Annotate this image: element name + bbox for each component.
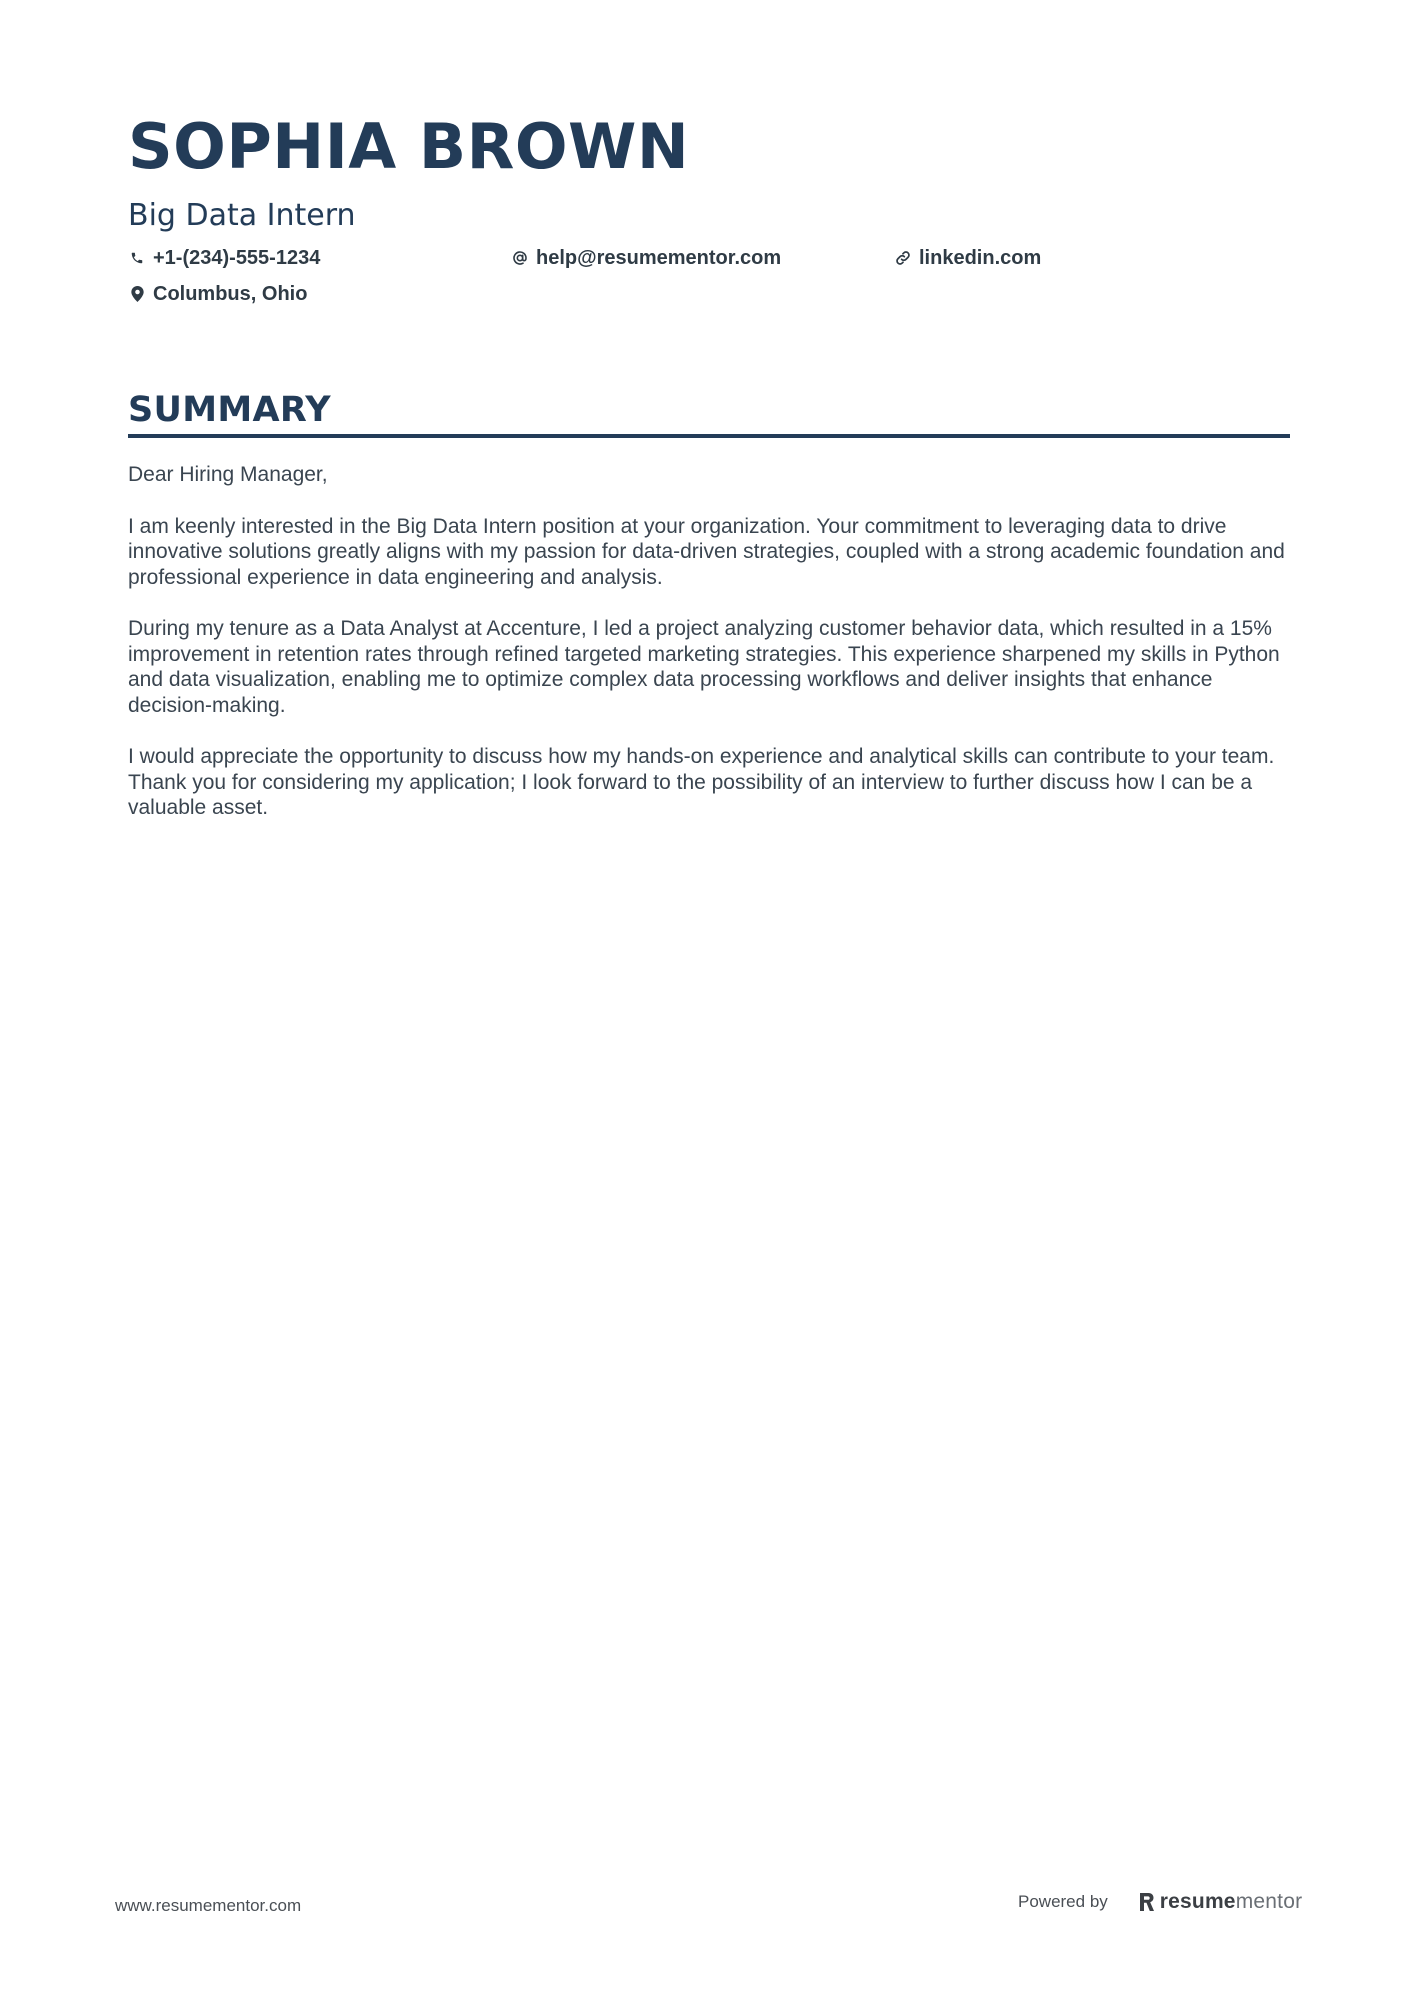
at-icon <box>511 249 529 267</box>
letter-paragraph: I would appreciate the opportunity to discuss how my hands-on experience and analytical skills can contribute to your team. Thank you for considering my application; I look forward to the possibility of an interview to further discuss how I can be a valuable asset. <box>128 745 1275 819</box>
contact-email <box>511 244 781 272</box>
powered-by-label: Powered by <box>1018 1892 1108 1911</box>
resumementor-logo-icon <box>1138 1891 1156 1913</box>
letter-paragraph: During my tenure as a Data Analyst at Accenture, I led a project analyzing customer behavior data, which resulted in a 15% improvement in retention rates through refined targeted marketing strategies. This experience sharpened my skills in Python and data visualization, enabling me to optimize complex data processing workflows and deliver insights that enhance decision-making. <box>128 617 1280 717</box>
contact-list <box>128 244 1288 320</box>
header <box>128 108 1288 320</box>
footer-website[interactable]: www.resumementor.com <box>115 1896 302 1915</box>
contact-phone <box>128 244 320 272</box>
summary-section <box>128 388 1290 847</box>
location-text: Columbus, Ohio <box>153 283 308 305</box>
linkedin-link[interactable]: linkedin.com <box>919 247 1042 269</box>
phone-number: +1-(234)-555-1234 <box>153 247 321 269</box>
job-title: Big Data Intern <box>128 198 356 233</box>
footer-branding <box>1018 1890 1302 1914</box>
brand-name-bold: resume <box>1159 1890 1236 1913</box>
brand-name-light: mentor <box>1235 1890 1303 1913</box>
link-icon <box>894 249 912 267</box>
contact-location <box>128 280 307 308</box>
salutation: Dear Hiring Manager, <box>128 463 328 486</box>
brand-logo[interactable] <box>1138 1890 1302 1914</box>
letter-paragraph: I am keenly interested in the Big Data Intern position at your organization. Your commitment to leveraging data to drive innovative solutions greatly aligns with my passion for data-driven strategies, coupled with a strong academic foundation and professional experience in data engineering and analysis. <box>128 514 1285 589</box>
letter-body <box>128 462 1290 821</box>
candidate-name: SOPHIA BROWN <box>128 110 690 183</box>
section-heading: SUMMARY <box>128 390 331 430</box>
phone-icon <box>128 249 146 267</box>
contact-linkedin <box>894 244 1041 272</box>
map-pin-icon <box>128 285 146 303</box>
section-divider <box>128 434 1290 438</box>
email-address[interactable]: help@resumementor.com <box>536 247 782 269</box>
